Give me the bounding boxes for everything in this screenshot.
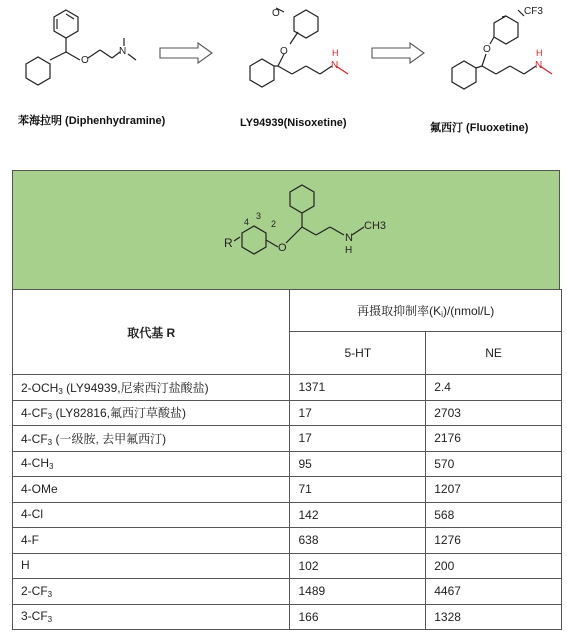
substituent-main: 4-CF — [21, 406, 48, 421]
cell-5ht: 166 — [290, 604, 426, 630]
cell-ne: 4467 — [426, 579, 562, 605]
ring-position-3: 3 — [256, 211, 262, 221]
fluoxetine-cf3: CF3 — [524, 6, 543, 17]
reaction-arrow-2 — [370, 42, 426, 64]
r-group-label: R — [224, 236, 233, 250]
cell-substituent — [13, 553, 290, 579]
substituent-note: (一级胺, 去甲氟西汀) — [52, 431, 167, 446]
cell-5ht: 102 — [290, 553, 426, 579]
table-row — [13, 400, 562, 426]
header-uptake-inhibition — [290, 290, 562, 332]
reaction-arrow-1 — [158, 42, 214, 64]
substituent-note: (LY82816,氟西汀草酸盐) — [52, 406, 186, 421]
cell-substituent — [13, 528, 290, 554]
cell-ne: 2176 — [426, 426, 562, 452]
scaffold-ether-o: O — [278, 242, 287, 254]
substituent-subscript: 3 — [47, 589, 53, 599]
substituent-subscript: 3 — [47, 412, 53, 422]
header-substituent: 取代基 R — [13, 290, 290, 375]
table-row — [13, 528, 562, 554]
cell-ne: 200 — [426, 553, 562, 579]
scaffold-structure — [218, 171, 418, 289]
cell-ne: 1276 — [426, 528, 562, 554]
cell-5ht: 1371 — [290, 375, 426, 401]
substituent-main: 2-OCH — [21, 380, 59, 395]
fluoxetine-amine-n: N — [535, 60, 543, 71]
nisoxetine-drawing — [228, 0, 368, 110]
cell-5ht: 17 — [290, 426, 426, 452]
cell-substituent — [13, 451, 290, 477]
table-row — [13, 477, 562, 503]
cell-ne: 2.4 — [426, 375, 562, 401]
cell-substituent — [13, 477, 290, 503]
table-row — [13, 604, 562, 630]
ring-position-2: 2 — [271, 219, 277, 229]
table-body — [13, 375, 562, 630]
nisoxetine-methoxy-o: O — [272, 8, 280, 19]
scaffold-header-band — [12, 170, 560, 289]
sar-data-table — [12, 289, 562, 630]
cell-5ht: 142 — [290, 502, 426, 528]
scaffold-amine-h: H — [345, 245, 353, 256]
header-uptake-sub: i — [441, 310, 443, 319]
substituent-note: (LY94939,尼索西汀盐酸盐) — [62, 380, 209, 395]
substituent-subscript: 3 — [49, 462, 54, 472]
table-row — [13, 451, 562, 477]
substituent-subscript: 3 — [58, 386, 63, 396]
substituent-main: 4-F — [21, 532, 39, 547]
cell-5ht: 95 — [290, 451, 426, 477]
cell-ne: 570 — [426, 451, 562, 477]
cell-5ht: 17 — [290, 400, 426, 426]
fluoxetine-drawing — [432, 0, 567, 115]
diphenhydramine-name: 苯海拉明 (Diphenhydramine) — [18, 115, 166, 127]
nisoxetine-amine-n: N — [331, 60, 339, 71]
cell-substituent — [13, 604, 290, 630]
cell-ne: 568 — [426, 502, 562, 528]
diphenhydramine-structure — [0, 0, 150, 100]
cell-substituent — [13, 502, 290, 528]
nisoxetine-ether-o: O — [280, 46, 288, 57]
diphenhydramine-o-atom: O — [81, 55, 89, 66]
cell-substituent — [13, 375, 290, 401]
cell-ne: 1207 — [426, 477, 562, 503]
nisoxetine-amine-h: H — [332, 48, 339, 58]
table-row — [13, 502, 562, 528]
substituent-main: 4-CF — [21, 431, 48, 446]
cell-5ht: 638 — [290, 528, 426, 554]
scaffold-amine-n: N — [345, 232, 353, 244]
ring-position-4: 4 — [244, 217, 250, 227]
cell-5ht: 71 — [290, 477, 426, 503]
cell-ne: 2703 — [426, 400, 562, 426]
table-row — [13, 553, 562, 579]
fluoxetine-amine-h: H — [536, 48, 543, 58]
fluoxetine-name: 氟西汀 (Fluoxetine) — [430, 122, 529, 134]
diphenhydramine-drawing — [0, 0, 150, 100]
diphenhydramine-n-atom: N — [119, 46, 127, 57]
substituent-main: 4-OMe — [21, 481, 58, 496]
header-ne: NE — [426, 332, 562, 375]
cell-substituent — [13, 400, 290, 426]
substituent-main: 4-CH — [21, 456, 50, 471]
header-5ht: 5-HT — [290, 332, 426, 375]
substituent-subscript: 3 — [47, 615, 53, 625]
table-row — [13, 426, 562, 452]
nisoxetine-structure — [228, 0, 368, 110]
substituent-main: 3-CF — [21, 609, 48, 624]
substituent-main: H — [21, 558, 30, 573]
substituent-main: 2-CF — [21, 583, 48, 598]
fluoxetine-structure — [432, 0, 567, 115]
table-row — [13, 375, 562, 401]
fluoxetine-ether-o: O — [483, 44, 491, 55]
header-uptake-prefix: 再摄取抑制率(K — [357, 304, 442, 318]
table-row — [13, 579, 562, 605]
substituent-subscript: 3 — [47, 437, 53, 447]
scaffold-methyl: CH3 — [364, 220, 387, 232]
nisoxetine-name: LY94939(Nisoxetine) — [240, 117, 347, 129]
sar-table — [12, 170, 560, 630]
cell-5ht: 1489 — [290, 579, 426, 605]
cell-substituent — [13, 426, 290, 452]
header-uptake-suffix: )/(nmol/L) — [442, 304, 495, 318]
substituent-main: 4-Cl — [21, 507, 44, 522]
cell-ne: 1328 — [426, 604, 562, 630]
cell-substituent — [13, 579, 290, 605]
